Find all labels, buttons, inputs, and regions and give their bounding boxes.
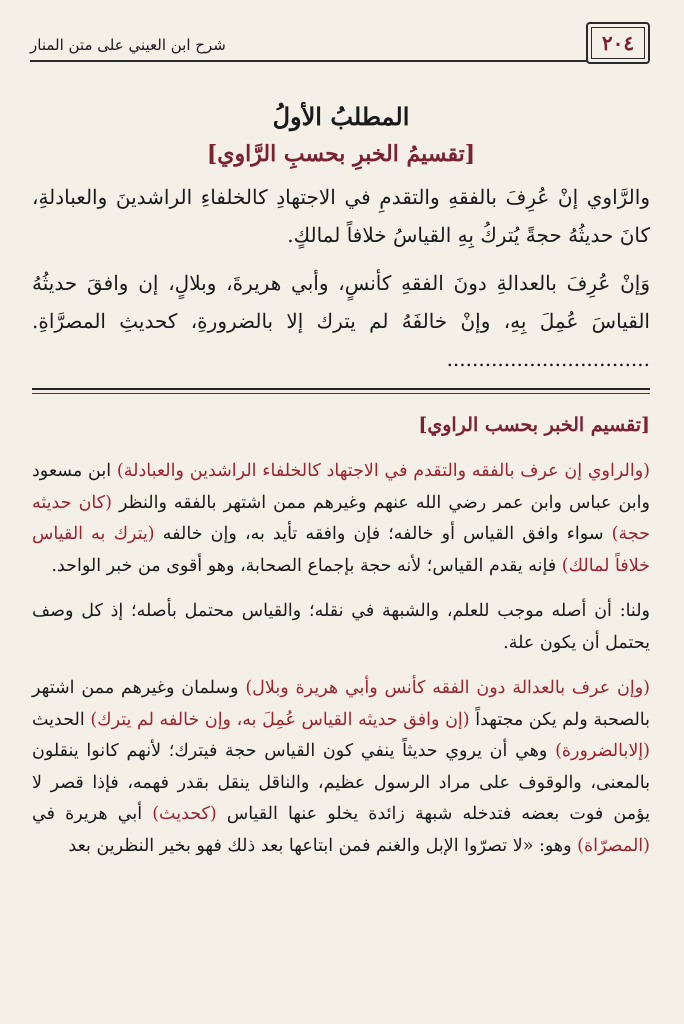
quoted-matn: (وإن عرف بالعدالة دون الفقه كأنس وأبي هريرة وبلال) (245, 678, 650, 698)
matn-heading: المطلبُ الأولُ (272, 102, 410, 131)
matn-paragraph-1: والرَّاوي إنْ عُرِفَ بالفقهِ والتقدمِ في الاجتهادِ كالخلفاءِ الراشدينَ والعبادلةِ، كانَ حديثُهُ حجةً يُتركُ بِهِ القياسُ خلافاً لمالكٍ. (32, 185, 650, 247)
running-header (30, 26, 588, 62)
commentary-text: الحديث (32, 709, 91, 730)
book-title: شرح ابن العيني على متن المنار (30, 36, 226, 54)
commentary-text: أبي هريرة في (32, 804, 153, 824)
quoted-matn: (إلابالضرورة) (555, 741, 650, 761)
quoted-matn: (إن وافق حديثه القياس عُمِلَ به، وإن خالفه لم يترك) (90, 709, 470, 730)
section-divider (32, 388, 650, 390)
section-divider-thin (32, 393, 650, 394)
commentary-text: سواء وافق القياس أو خالفه؛ فإن وافقه تأيد به، وإن خالفه (154, 524, 612, 544)
sharh-section-title: [تقسيم الخبر بحسب الراوي] (418, 414, 650, 436)
quoted-matn: (المصرّاة) (577, 835, 650, 856)
commentary-text: فإنه يقدم القياس؛ لأنه حجة بإجماع الصحابة، وهو أقوى من خبر الواحد. (51, 555, 562, 576)
quoted-matn: (كحديث) (152, 804, 217, 824)
commentary-text: وهي أن يروي حديثاً ينفي كون القياس حجة فيترك؛ لأنهم كانوا ينقلون بالمعنى، والوقوف على مراد الرسول عظيم، والناقل ينقل بقدر فهمه، فإذا قصر لا يؤمن فوت بعضه فتدخله شبهة زائدة يخلو عنها القياس (32, 741, 650, 824)
matn-paragraph-2: وَإنْ عُرِفَ بالعدالةِ دونَ الفقهِ كأنسٍ، وأبي هريرةَ، وبلالٍ، إن وافقَ حديثُهُ القياسَ عُمِلَ بِهِ، وإنْ خالفَهُ لم يترك إلا بالضرورةِ، كحديثِ المصرَّاةِ. ................................ (32, 271, 650, 371)
page-number: ٢٠٤ (601, 31, 635, 55)
quoted-matn: (يترك به القياس خلافاً لمالك) (32, 524, 650, 576)
commentary-text: وسلمان وغيرهم ممن اشتهر بالصحبة ولم يكن مجتهداً (32, 678, 650, 730)
commentary-text: وهو: «لا تصرّوا الإبل والغنم فمن ابتاعها بعد ذلك فهو بخير النظرين بعد (68, 835, 578, 856)
matn-subheading: [تقسيمُ الخبرِ بحسبِ الرَّاوي] (206, 141, 476, 167)
sharh-paragraph-3 (32, 673, 650, 862)
page-number-badge (586, 22, 650, 64)
page-content (32, 100, 650, 876)
sharh-paragraph-1 (32, 456, 650, 582)
commentary-text: ابن مسعود وابن عباس وابن عمر رضي الله عنهم وغيرهم ممن اشتهر بالفقه والنظر (32, 461, 650, 513)
quoted-matn: (كان حديثه حجة) (32, 492, 650, 544)
sharh-paragraph-2: ولنا: أن أصله موجب للعلم، والشبهة في نقله؛ والقياس محتمل بأصله؛ إذ كل وصف يحتمل أن يكون علة. (32, 601, 650, 653)
quoted-matn: (والراوي إن عرف بالفقه والتقدم في الاجتهاد كالخلفاء الراشدين والعبادلة) (116, 461, 650, 481)
